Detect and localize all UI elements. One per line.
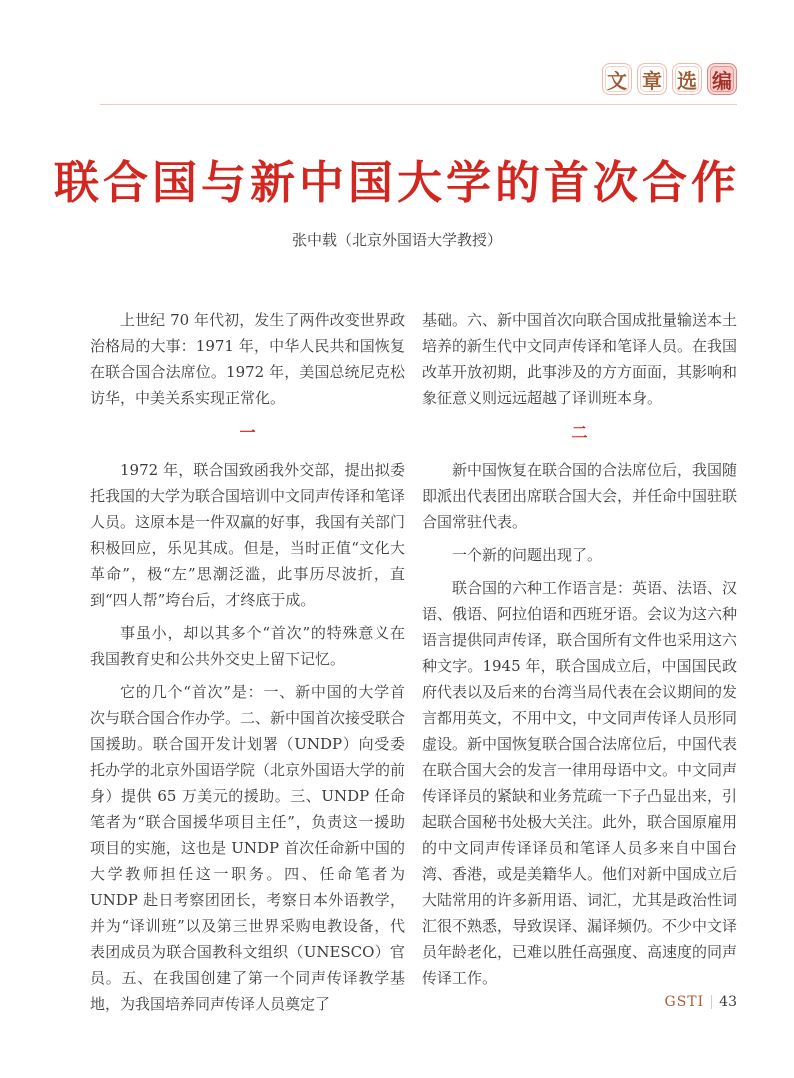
header-rule — [100, 104, 737, 105]
section-marker-one: 一 — [239, 423, 256, 442]
badge-char-box: 文 — [602, 63, 632, 95]
right-column — [422, 307, 737, 1024]
paragraph: 联合国的六种工作语言是：英语、法语、汉语、俄语、阿拉伯语和西班牙语。会议为这六种语言提供同声传译，联合国所有文件也采用这六种文字。1945 年，联合国成立后，中国国民政府代表以及后来的台湾当局代表在会议期间的发言都用英文，不用中文，中文同声传译人员形同虚设。新中国恢复联合国合法席位后，中国代表在联合国大会的发言一律用母语中文。中文同声传译译员的紧缺和业务荒疏一下子凸显出来，引起联合国秘书处极大关注。此外，联合国原雇用的中文同声传译译员和笔译人员多来自中国台湾、香港，或是美籍华人。他们对新中国成立后大陆常用的许多新用语、词汇，尤其是政治性词汇很不熟悉，导致误译、漏译频仍。不少中文译员年龄老化，已难以胜任高强度、高速度的同声传译工作。 — [422, 579, 738, 987]
badge-char-box-active: 编 — [707, 63, 737, 95]
footer-divider — [711, 995, 712, 1009]
article-body — [90, 307, 737, 1024]
paragraph: 上世纪 70 年代初，发生了两件改变世界政治格局的大事：1971 年，中华人民共和国恢复在联合国合法席位。1972 年，美国总统尼克松访华，中美关系实现正常化。 — [90, 311, 405, 407]
paragraph: 一个新的问题出现了。 — [452, 546, 603, 564]
journal-name: GSTI — [664, 994, 705, 1010]
article-byline: 张中载（北京外国语大学教授） — [291, 231, 502, 249]
paragraph: 事虽小，却以其多个“首次”的特殊意义在我国教育史和公共外交史上留下记忆。 — [90, 624, 405, 668]
badge-char-box: 选 — [672, 63, 702, 95]
section-marker-two: 二 — [571, 423, 588, 442]
page-number: 43 — [719, 994, 737, 1010]
paragraph: 1972 年，联合国致函我外交部，提出拟委托我国的大学为联合国培训中文同声传译和笔译人员。这原本是一件双赢的好事，我国有关部门积极回应，乐见其成。但是，当时正值“文化大革命”，极“左”思潮泛滥，此事历尽波折，直到“四人帮”垮台后，才终底于成。 — [90, 461, 406, 609]
page-footer — [665, 994, 737, 1010]
badge-char-box: 章 — [637, 63, 667, 95]
section-badge — [602, 63, 737, 95]
article-title: 联合国与新中国大学的首次合作 — [53, 156, 740, 209]
paragraph-continued: 基础。六、新中国首次向联合国成批量输送本土培养的新生代中文同声传译和笔译人员。在我国改革开放初期，此事涉及的方方面面，其影响和象征意义则远远超越了译训班本身。 — [422, 311, 738, 407]
paragraph: 新中国恢复在联合国的合法席位后，我国随即派出代表团出席联合国大会，并任命中国驻联合国常驻代表。 — [422, 461, 738, 531]
paragraph: 它的几个“首次”是：一、新中国的大学首次与联合国合作办学。二、新中国首次接受联合国援助。联合国开发计划署（UNDP）向受委托办学的北京外国语学院（北京外国语大学的前身）提供 65 万美元的援助。三、UNDP 任命笔者为“联合国援华项目主任”，负责这一援助项目的实施，这也是 UNDP 首次任命新中国的大学教师担任这一职务。四、任命笔者为 UNDP 赴日考察团团长，考察日本外语教学，并为“译训班”以及第三世界采购电教设备，代表团成员为联合国教科文组织（UNESCO）官员。五、在我国创建了第一个同声传译教学基地，为我国培养同声传译人员奠定了 — [90, 683, 406, 1013]
left-column — [90, 307, 405, 1024]
